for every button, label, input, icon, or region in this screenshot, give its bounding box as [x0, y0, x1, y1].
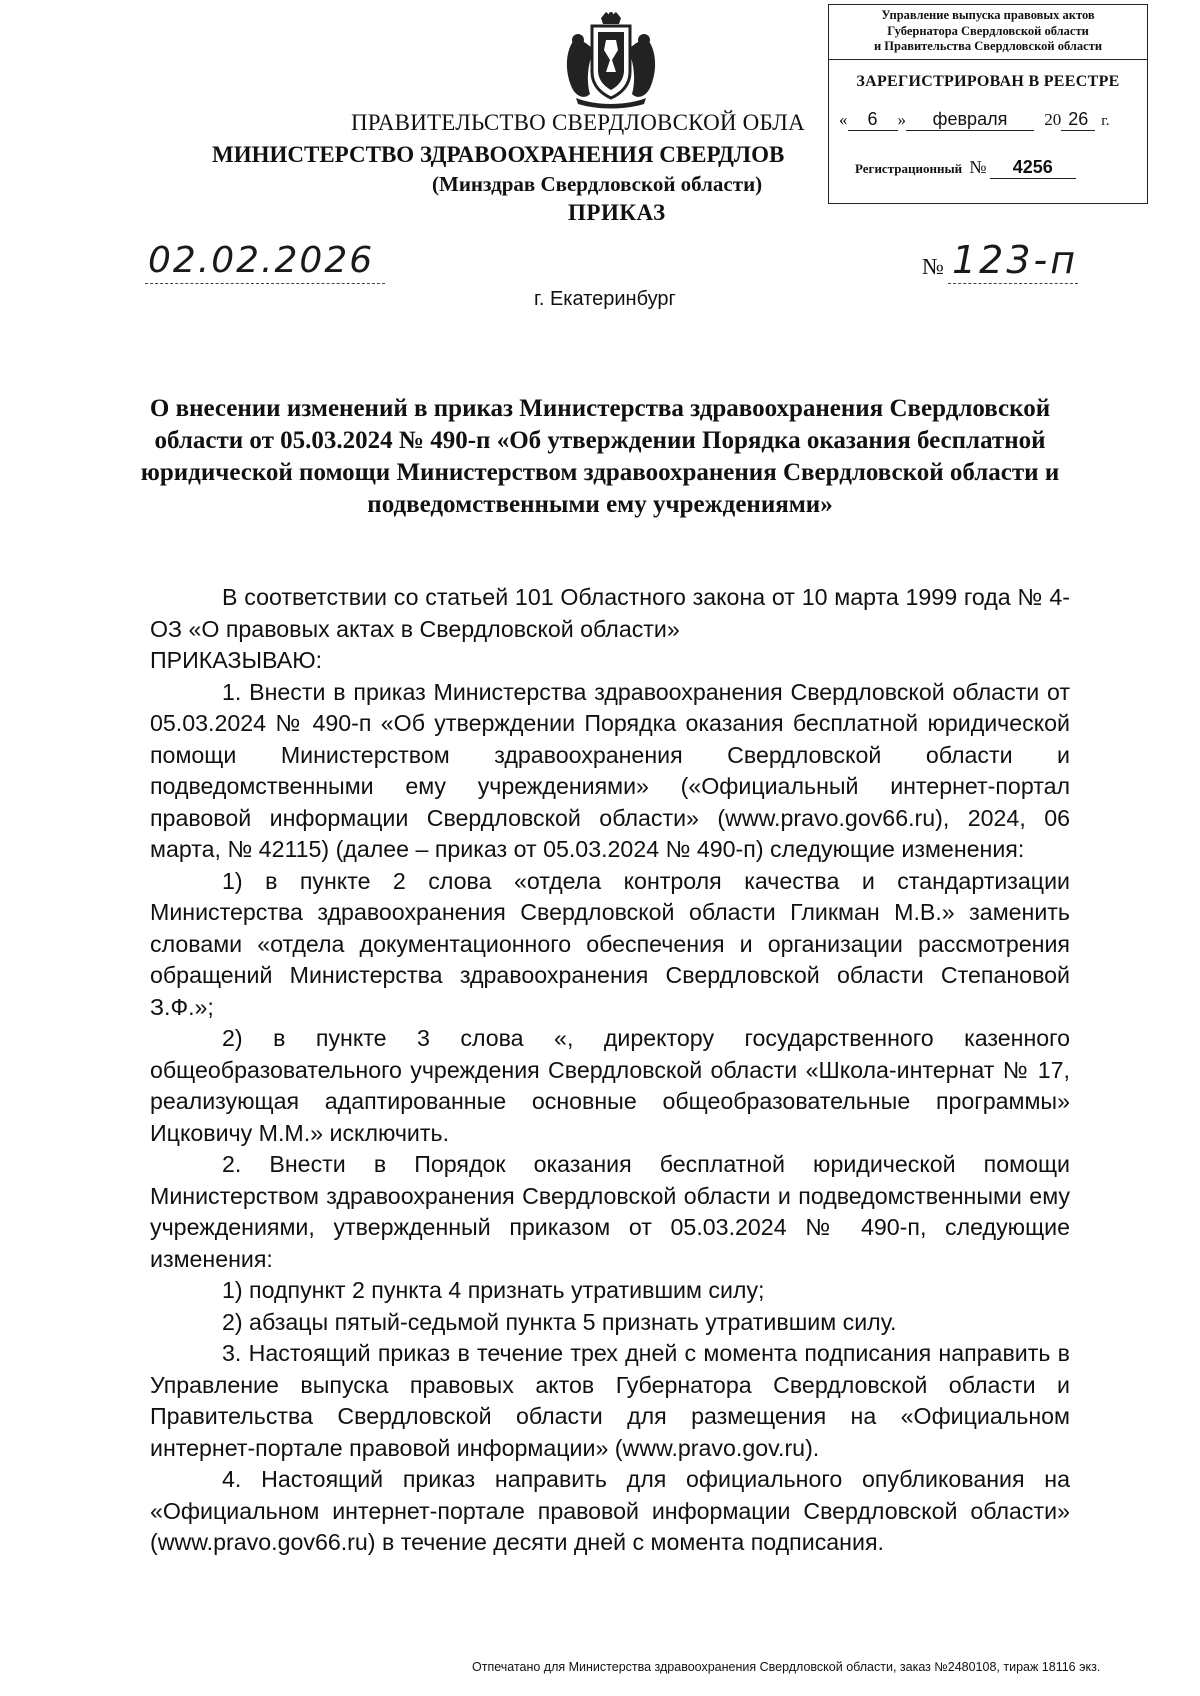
order-body	[150, 582, 1070, 1559]
stamp-month: февраля	[906, 109, 1034, 131]
paragraph-4: 4. Настоящий приказ направить для официального опубликования на «Официальном интернет-портале правовой информации Свердловской области» (www.pravo.gov66.ru) в течение десяти дней с момента подписания.	[150, 1466, 1070, 1555]
paragraph-1: 1. Внести в приказ Министерства здравоохранения Свердловской области от 05.03.2024 № 490-п «Об утверждении Порядка оказания бесплатной юридической помощи Министерством здравоохранения Свердловской области и подведомственными ему учреждениями» («Официальный интернет-портал правовой информации Свердловской области» (www.pravo.gov66.ru), 2024, 06 марта, № 42115) (далее – приказ от 05.03.2024 № 490-п) следующие изменения:	[150, 678, 1070, 862]
stamp-date	[839, 109, 1109, 131]
stamp-reg-number	[855, 157, 1076, 179]
stamp-year-suffix: 26	[1061, 109, 1095, 131]
stamp-quote-open: «	[839, 110, 848, 129]
order-date: 02.02.2026	[148, 240, 375, 281]
stamp-year-prefix: 20	[1044, 110, 1062, 129]
government-title: ПРАВИТЕЛЬСТВО СВЕРДЛОВСКОЙ ОБЛА	[351, 110, 805, 135]
preamble-paragraph: В соответствии со статьей 101 Областного закона от 10 марта 1999 года № 4-ОЗ «О правовых актах в Свердловской области»	[150, 584, 1070, 642]
stamp-day: 6	[848, 109, 898, 131]
stamp-issuer	[829, 5, 1147, 60]
stamp-reg-label: Регистрационный	[855, 161, 963, 176]
stamp-quote-close: »	[897, 110, 906, 129]
order-number: 123-п	[952, 238, 1079, 282]
document-type: ПРИКАЗ	[568, 200, 666, 225]
stamp-reg-value: 4256	[990, 157, 1076, 179]
stamp-no-sign: №	[969, 157, 987, 177]
print-footer: Отпечатано для Министерства здравоохранения Свердловской области, заказ №2480108, тираж 18116 экз.	[472, 1660, 1101, 1674]
order-number-line	[948, 283, 1078, 284]
order-city: г. Екатеринбург	[534, 288, 676, 310]
order-date-line	[145, 283, 385, 284]
paragraph-2-1: 1) подпункт 2 пункта 4 признать утратившим силу;	[222, 1277, 765, 1303]
order-title: О внесении изменений в приказ Министерства здравоохранения Свердловской области от 05.03.2024 № 490-п «Об утверждении Порядка оказания бесплатной юридической помощи Министерством здравоохранения Свердловской области и подведомственными ему учреждениями»	[140, 395, 1060, 518]
stamp-issuer-line: и Правительства Свердловской области	[873, 39, 1103, 53]
stamp-issuer-line: Управление выпуска правовых актов	[881, 8, 1095, 22]
stamp-registered-label: ЗАРЕГИСТРИРОВАН В РЕЕСТРЕ	[856, 73, 1120, 90]
paragraph-1-2: 2) в пункте 3 слова «, директору государственного казенного общеобразовательного учреждения Свердловской области «Школа-интернат № 17, реализующая адаптированные основные общеобразовательные программы» Ицковичу М.М.» исключить.	[150, 1025, 1070, 1146]
ministry-short-name: (Минздрав Свердловской области)	[432, 172, 763, 196]
stamp-issuer-line: Губернатора Свердловской области	[887, 23, 1089, 38]
coat-of-arms-emblem	[556, 10, 666, 110]
orders-heading: ПРИКАЗЫВАЮ:	[150, 647, 323, 673]
paragraph-2: 2. Внести в Порядок оказания бесплатной юридической помощи Министерством здравоохранения Свердловской области и подведомственными ему учреждениями, утвержденный приказом от 05.03.2024 № 490-п, следующие изменения:	[150, 1151, 1070, 1272]
paragraph-2-2: 2) абзацы пятый-седьмой пункта 5 признать утратившим силу.	[222, 1308, 897, 1335]
ministry-title: МИНИСТЕРСТВО ЗДРАВООХРАНЕНИЯ СВЕРДЛОВ	[212, 142, 785, 167]
paragraph-1-1: 1) в пункте 2 слова «отдела контроля качества и стандартизации Министерства здравоохранения Свердловской области Гликман М.В.» заменить словами «отдела документационного обеспечения и организации рассмотрения обращений Министерства здравоохранения Свердловской области Степановой З.Ф.»;	[150, 867, 1070, 1020]
paragraph-3: 3. Настоящий приказ в течение трех дней с момента подписания направить в Управление выпуска правовых актов Губернатора Свердловской области и Правительства Свердловской области для размещения на «Официальном интернет-портале правовой информации» (www.pravo.gov.ru).	[150, 1340, 1070, 1461]
registry-stamp	[828, 4, 1148, 204]
stamp-year-mark: г.	[1101, 113, 1110, 129]
order-number-label: №	[922, 254, 944, 279]
